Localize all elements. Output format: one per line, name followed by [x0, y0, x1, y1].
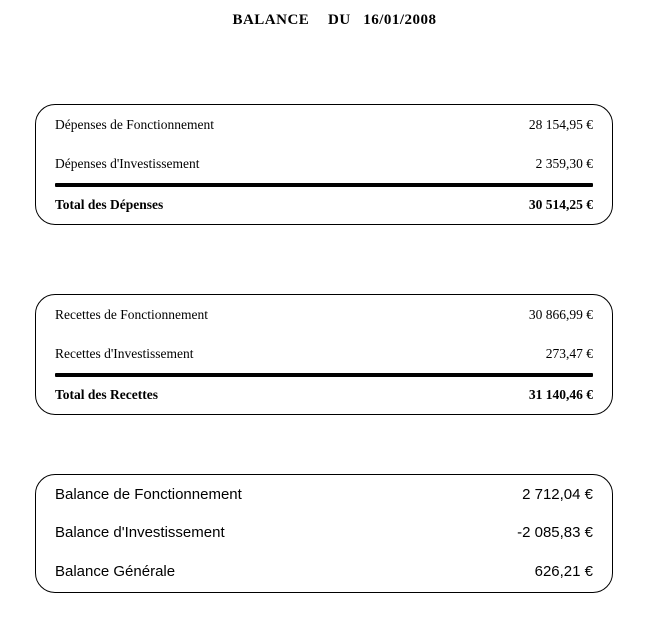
- row-value: -2 085,83 €: [517, 524, 593, 542]
- row-value: 2 712,04 €: [522, 485, 593, 503]
- page-title: BALANCE DU 16/01/2008: [232, 12, 437, 28]
- balance-section: [35, 474, 613, 593]
- row-value: 28 154,95 €: [528, 116, 593, 132]
- row-label: Balance Générale: [55, 562, 176, 580]
- total-label: Total des Dépenses: [55, 196, 164, 212]
- total-value: 30 514,25 €: [528, 196, 593, 212]
- depenses-investissement-row: [36, 144, 612, 183]
- balance-investissement-row: [36, 514, 612, 553]
- row-label: Recettes d'Investissement: [55, 345, 194, 361]
- row-value: 626,21 €: [534, 562, 593, 580]
- total-value: 31 140,46 €: [528, 386, 593, 402]
- row-value: 30 866,99 €: [528, 306, 593, 322]
- balance-fonctionnement-row: [36, 475, 612, 514]
- total-depenses-row: [36, 187, 612, 223]
- total-label: Total des Recettes: [55, 386, 158, 402]
- depenses-section: [35, 104, 613, 225]
- row-label: Dépenses d'Investissement: [55, 155, 200, 171]
- row-label: Balance de Fonctionnement: [55, 485, 242, 503]
- recettes-investissement-row: [36, 334, 612, 373]
- row-label: Recettes de Fonctionnement: [55, 306, 208, 322]
- recettes-section: [35, 294, 613, 415]
- depenses-fonctionnement-row: [36, 105, 612, 144]
- recettes-fonctionnement-row: [36, 295, 612, 334]
- row-value: 273,47 €: [545, 345, 593, 361]
- row-label: Dépenses de Fonctionnement: [55, 116, 214, 132]
- total-recettes-row: [36, 377, 612, 413]
- row-label: Balance d'Investissement: [55, 524, 225, 542]
- row-value: 2 359,30 €: [535, 155, 593, 171]
- balance-generale-row: [36, 552, 612, 591]
